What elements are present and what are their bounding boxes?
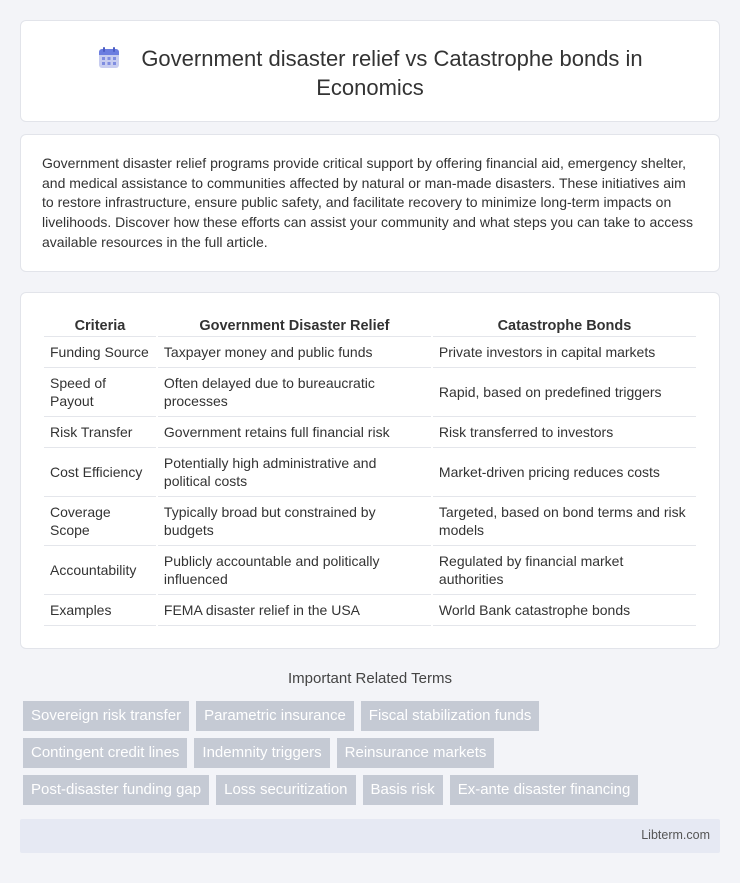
comparison-table	[42, 315, 698, 626]
table-cell: World Bank catastrophe bonds	[433, 595, 696, 626]
table-cell: Taxpayer money and public funds	[158, 337, 431, 368]
table-cell: Speed of Payout	[44, 368, 156, 417]
page-title-text: Government disaster relief vs Catastrophe bonds in Economics	[141, 46, 643, 100]
table-cell: Often delayed due to bureaucratic processes	[158, 368, 431, 417]
tag-reinsurance-markets[interactable]: Reinsurance markets	[337, 738, 495, 768]
table-cell: Coverage Scope	[44, 497, 156, 546]
table-cell: Funding Source	[44, 337, 156, 368]
calendar-icon	[97, 46, 123, 70]
table-header-row	[44, 315, 696, 337]
tag-indemnity-triggers[interactable]: Indemnity triggers	[194, 738, 329, 768]
tag-loss-securitization[interactable]: Loss securitization	[216, 775, 355, 805]
table-cell: Typically broad but constrained by budgets	[158, 497, 431, 546]
table-cell: Regulated by financial market authorities	[433, 546, 696, 595]
column-header-criteria: Criteria	[44, 315, 156, 337]
footer-site-link[interactable]: Libterm.com	[641, 828, 710, 842]
intro-card	[20, 134, 720, 272]
column-header-catastrophe: Catastrophe Bonds	[433, 315, 696, 337]
table-row	[44, 337, 696, 368]
table-cell: Publicly accountable and politically influenced	[158, 546, 431, 595]
column-header-government: Government Disaster Relief	[158, 315, 431, 337]
tag-post-disaster-funding-gap[interactable]: Post-disaster funding gap	[23, 775, 209, 805]
table-row	[44, 497, 696, 546]
table-cell: Targeted, based on bond terms and risk models	[433, 497, 696, 546]
related-terms-tags	[23, 701, 723, 812]
table-cell: FEMA disaster relief in the USA	[158, 595, 431, 626]
tag-ex-ante-disaster-financing[interactable]: Ex-ante disaster financing	[450, 775, 639, 805]
related-terms-title: Important Related Terms	[288, 670, 452, 687]
title-card	[20, 20, 720, 122]
comparison-table-card	[20, 292, 720, 649]
table-cell: Government retains full financial risk	[158, 417, 431, 448]
table-cell: Accountability	[44, 546, 156, 595]
table-row	[44, 595, 696, 626]
table-row	[44, 546, 696, 595]
table-cell: Potentially high administrative and political costs	[158, 448, 431, 497]
table-cell: Private investors in capital markets	[433, 337, 696, 368]
table-cell: Market-driven pricing reduces costs	[433, 448, 696, 497]
table-cell: Cost Efficiency	[44, 448, 156, 497]
tag-sovereign-risk-transfer[interactable]: Sovereign risk transfer	[23, 701, 189, 731]
table-cell: Risk transferred to investors	[433, 417, 696, 448]
tag-row	[23, 738, 723, 768]
tag-basis-risk[interactable]: Basis risk	[363, 775, 443, 805]
tag-row	[23, 775, 723, 805]
table-cell: Risk Transfer	[44, 417, 156, 448]
tag-contingent-credit-lines[interactable]: Contingent credit lines	[23, 738, 187, 768]
footer	[20, 819, 720, 853]
table-row	[44, 368, 696, 417]
page-title	[21, 44, 719, 102]
intro-paragraph: Government disaster relief programs provide critical support by offering financial aid, emergency shelter, and medical assistance to communities affected by natural or man-made disasters. These initiatives aim to restore infrastructure, ensure public safety, and facilitate recovery to minimize long-term impacts on livelihoods. Discover how these efforts can assist your community and what steps you can take to access available resources in the full article.	[42, 155, 694, 250]
table-cell: Rapid, based on predefined triggers	[433, 368, 696, 417]
table-row	[44, 417, 696, 448]
tag-parametric-insurance[interactable]: Parametric insurance	[196, 701, 354, 731]
tag-fiscal-stabilization-funds[interactable]: Fiscal stabilization funds	[361, 701, 540, 731]
table-cell: Examples	[44, 595, 156, 626]
table-row	[44, 448, 696, 497]
tag-row	[23, 701, 723, 731]
